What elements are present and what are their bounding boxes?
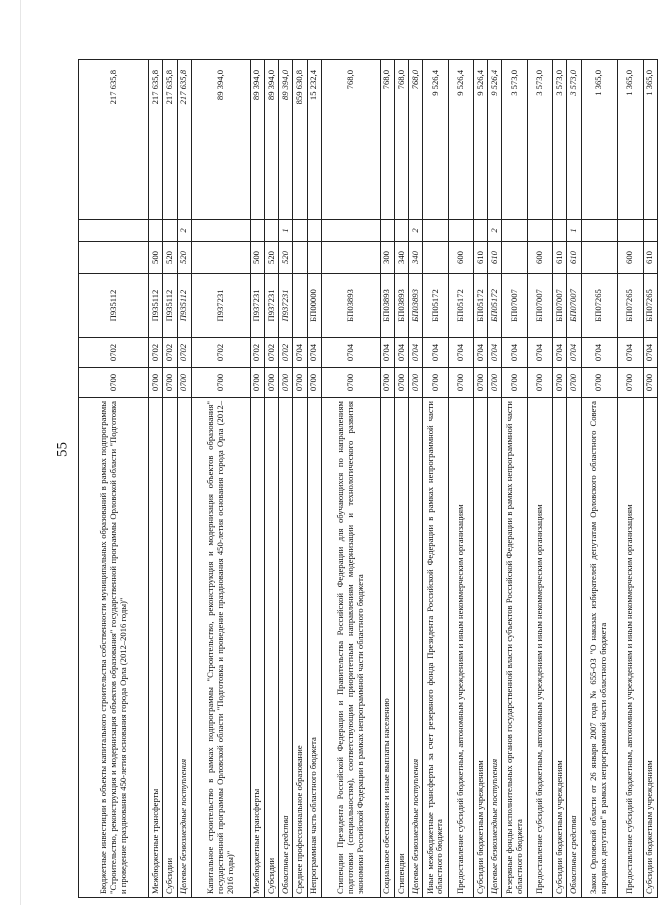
row-name: Областные средства: [567, 398, 581, 898]
amount: 217 635,8: [163, 60, 177, 220]
subsection-code: 0704: [307, 338, 321, 368]
subsection-code: 0704: [394, 338, 408, 368]
expense-type-code: 610: [643, 242, 657, 274]
subsection-code: 0702: [191, 338, 250, 368]
subsection-code: 0704: [581, 338, 618, 368]
subsection-code: 0702: [79, 338, 149, 368]
source-code: [474, 220, 488, 242]
section-code: 0700: [321, 368, 380, 398]
amount: 89 394,0: [191, 60, 250, 220]
source-code: 2: [177, 220, 191, 242]
section-code: 0700: [618, 368, 643, 398]
target-article-code: БП05172: [448, 274, 473, 338]
table-row: [502, 60, 527, 898]
amount: 1 365,0: [581, 60, 618, 220]
table-row: [488, 60, 502, 898]
scan-edge: [20, 0, 21, 905]
subsection-code: 0704: [380, 338, 394, 368]
table-row: [79, 60, 149, 898]
source-code: [618, 220, 643, 242]
expense-type-code: [502, 242, 527, 274]
section-code: 0700: [567, 368, 581, 398]
expense-type-code: [191, 242, 250, 274]
row-name: Целевые безвозмездные поступления: [488, 398, 502, 898]
subsection-code: 0702: [149, 338, 163, 368]
section-code: 0700: [409, 368, 423, 398]
section-code: 0700: [423, 368, 448, 398]
subsection-code: 0704: [567, 338, 581, 368]
subsection-code: 0704: [488, 338, 502, 368]
target-article-code: БП05172: [488, 274, 502, 338]
amount: 9 526,4: [474, 60, 488, 220]
table-row: [307, 60, 321, 898]
section-code: 0700: [448, 368, 473, 398]
target-article-code: БП00000: [307, 274, 321, 338]
table-row: [409, 60, 423, 898]
source-code: 1: [279, 220, 293, 242]
amount: 217 635,8: [149, 60, 163, 220]
row-name: Предоставление субсидий бюджетным, автономным учреждениям и иным некоммерческим организациям: [527, 398, 552, 898]
section-code: 0700: [279, 368, 293, 398]
section-code: 0700: [553, 368, 567, 398]
subsection-code: 0702: [163, 338, 177, 368]
section-code: 0700: [293, 368, 307, 398]
section-code: 0700: [79, 368, 149, 398]
subsection-code: 0702: [250, 338, 264, 368]
amount: 9 526,4: [488, 60, 502, 220]
target-article-code: [293, 274, 307, 338]
target-article-code: БП07265: [618, 274, 643, 338]
row-name: Субсидии бюджетным учреждениям: [553, 398, 567, 898]
expense-type-code: 520: [264, 242, 278, 274]
table-row: [279, 60, 293, 898]
subsection-code: 0704: [527, 338, 552, 368]
section-code: 0700: [474, 368, 488, 398]
target-article-code: БП07265: [643, 274, 657, 338]
row-name: Иные межбюджетные трансферты за счет резервного фонда Президента Российской Федерации в рамках непрограммной части областного бюджета: [423, 398, 448, 898]
target-article-code: БП03893: [321, 274, 380, 338]
row-name: Резервные фонды исполнительных органов государственной власти субъектов Российской Федерации в рамках непрограммной части областного бюджета: [502, 398, 527, 898]
source-code: [250, 220, 264, 242]
section-code: 0700: [250, 368, 264, 398]
section-code: 0700: [380, 368, 394, 398]
source-code: [321, 220, 380, 242]
table-row: [177, 60, 191, 898]
source-code: [423, 220, 448, 242]
rotated-table-area: [78, 60, 655, 898]
table-row: [643, 60, 657, 898]
table-row: [448, 60, 473, 898]
table-row: [474, 60, 488, 898]
table-row: [163, 60, 177, 898]
target-article-code: П937231: [250, 274, 264, 338]
row-name: Предоставление субсидий бюджетным, автономным учреждениям и иным некоммерческим организациям: [448, 398, 473, 898]
expense-type-code: 520: [177, 242, 191, 274]
page-number: 55: [54, 442, 71, 457]
target-article-code: БП07007: [527, 274, 552, 338]
table-row: [567, 60, 581, 898]
expense-type-code: 300: [380, 242, 394, 274]
amount: 89 394,0: [264, 60, 278, 220]
source-code: [394, 220, 408, 242]
table-row: [149, 60, 163, 898]
source-code: 2: [488, 220, 502, 242]
section-code: 0700: [264, 368, 278, 398]
target-article-code: БП03893: [380, 274, 394, 338]
source-code: [149, 220, 163, 242]
target-article-code: БП07265: [581, 274, 618, 338]
source-code: [79, 220, 149, 242]
amount: 1 365,0: [618, 60, 643, 220]
source-code: [527, 220, 552, 242]
target-article-code: БП03893: [409, 274, 423, 338]
expense-type-code: 600: [527, 242, 552, 274]
row-name: Субсидии: [163, 398, 177, 898]
section-code: 0700: [163, 368, 177, 398]
target-article-code: П935112: [177, 274, 191, 338]
amount: 859 630,8: [293, 60, 307, 220]
table-row: [250, 60, 264, 898]
row-name: Областные средства: [279, 398, 293, 898]
expense-type-code: [307, 242, 321, 274]
source-code: 1: [567, 220, 581, 242]
amount: 3 573,0: [553, 60, 567, 220]
section-code: 0700: [149, 368, 163, 398]
source-code: [643, 220, 657, 242]
budget-table: [78, 59, 658, 898]
rotated-table-inner: [78, 60, 655, 898]
table-row: [191, 60, 250, 898]
amount: 9 526,4: [448, 60, 473, 220]
section-code: 0700: [502, 368, 527, 398]
amount: 3 573,0: [502, 60, 527, 220]
amount: 15 232,4: [307, 60, 321, 220]
amount: 9 526,4: [423, 60, 448, 220]
target-article-code: БП07007: [567, 274, 581, 338]
target-article-code: БП07007: [553, 274, 567, 338]
expense-type-code: [423, 242, 448, 274]
target-article-code: БП05172: [423, 274, 448, 338]
target-article-code: П935112: [163, 274, 177, 338]
expense-type-code: [581, 242, 618, 274]
row-name: Бюджетные инвестиции в объекты капитального строительства собственности муниципальных образований в рамках подпрограммы "Строительство, реконструкция и модернизация объектов образования" государственной программы Орловской области "Подготовка и проведение празднования 450-летия основания города Орла (2012–2016 годы)": [79, 398, 149, 898]
row-name: Целевые безвозмездные поступления: [177, 398, 191, 898]
row-name: Стипендии: [394, 398, 408, 898]
amount: 3 573,0: [527, 60, 552, 220]
expense-type-code: 600: [448, 242, 473, 274]
subsection-code: 0702: [279, 338, 293, 368]
subsection-code: 0704: [448, 338, 473, 368]
expense-type-code: [293, 242, 307, 274]
subsection-code: 0704: [474, 338, 488, 368]
table-row: [394, 60, 408, 898]
expense-type-code: 610: [567, 242, 581, 274]
amount: 217 635,8: [79, 60, 149, 220]
subsection-code: 0704: [643, 338, 657, 368]
source-code: [293, 220, 307, 242]
table-row: [618, 60, 643, 898]
table-row: [423, 60, 448, 898]
subsection-code: 0704: [293, 338, 307, 368]
amount: 1 365,0: [643, 60, 657, 220]
source-code: [553, 220, 567, 242]
table-body: [79, 60, 658, 898]
target-article-code: БП03893: [394, 274, 408, 338]
source-code: [502, 220, 527, 242]
source-code: 2: [409, 220, 423, 242]
row-name: Субсидии: [264, 398, 278, 898]
section-code: 0700: [307, 368, 321, 398]
amount: 89 394,0: [250, 60, 264, 220]
row-name: Межбюджетные трансферты: [149, 398, 163, 898]
section-code: 0700: [177, 368, 191, 398]
source-code: [307, 220, 321, 242]
amount: 768,0: [409, 60, 423, 220]
target-article-code: П935112: [79, 274, 149, 338]
table-row: [527, 60, 552, 898]
subsection-code: 0704: [502, 338, 527, 368]
expense-type-code: 340: [394, 242, 408, 274]
subsection-code: 0702: [177, 338, 191, 368]
subsection-code: 0702: [264, 338, 278, 368]
table-row: [553, 60, 567, 898]
target-article-code: П937231: [279, 274, 293, 338]
source-code: [448, 220, 473, 242]
expense-type-code: 610: [474, 242, 488, 274]
row-name: Социальное обеспечение и иные выплаты населению: [380, 398, 394, 898]
table-row: [264, 60, 278, 898]
row-name: Субсидии бюджетным учреждениям: [474, 398, 488, 898]
target-article-code: П937231: [191, 274, 250, 338]
section-code: 0700: [191, 368, 250, 398]
amount: 768,0: [394, 60, 408, 220]
expense-type-code: 520: [279, 242, 293, 274]
target-article-code: БП05172: [474, 274, 488, 338]
section-code: 0700: [643, 368, 657, 398]
amount: 89 394,0: [279, 60, 293, 220]
expense-type-code: 520: [163, 242, 177, 274]
source-code: [581, 220, 618, 242]
row-name: Межбюджетные трансферты: [250, 398, 264, 898]
section-code: 0700: [527, 368, 552, 398]
amount: 217 635,8: [177, 60, 191, 220]
expense-type-code: 500: [149, 242, 163, 274]
target-article-code: БП07007: [502, 274, 527, 338]
expense-type-code: [79, 242, 149, 274]
amount: 3 573,0: [567, 60, 581, 220]
row-name: Капитальное строительство в рамках подпрограммы "Строительство, реконструкция и модернизация объектов образования" государственной программы Орловской области "Подготовка и проведение празднования 450-летия основания города Орла (2012–2016 годы)": [191, 398, 250, 898]
target-article-code: П937231: [264, 274, 278, 338]
amount: 768,0: [380, 60, 394, 220]
amount: 768,0: [321, 60, 380, 220]
table-row: [581, 60, 618, 898]
section-code: 0700: [488, 368, 502, 398]
subsection-code: 0704: [423, 338, 448, 368]
source-code: [163, 220, 177, 242]
row-name: Стипендии Президента Российской Федерации и Правительства Российской Федерации для обучающихся по направлениям подготовки (специальностям), соответствующим приоритетным направлениям модернизации и технологического развития экономики Российской Федерации в рамках непрограммной части областного бюджета: [321, 398, 380, 898]
table-row: [321, 60, 380, 898]
subsection-code: 0704: [321, 338, 380, 368]
row-name: Целевые безвозмездные поступления: [409, 398, 423, 898]
subsection-code: 0704: [618, 338, 643, 368]
target-article-code: П935112: [149, 274, 163, 338]
subsection-code: 0704: [553, 338, 567, 368]
expense-type-code: 340: [409, 242, 423, 274]
expense-type-code: 610: [488, 242, 502, 274]
expense-type-code: 600: [618, 242, 643, 274]
source-code: [191, 220, 250, 242]
expense-type-code: 610: [553, 242, 567, 274]
expense-type-code: 500: [250, 242, 264, 274]
row-name: Субсидии бюджетным учреждениям: [643, 398, 657, 898]
expense-type-code: [321, 242, 380, 274]
table-row: [380, 60, 394, 898]
source-code: [264, 220, 278, 242]
section-code: 0700: [394, 368, 408, 398]
row-name: Среднее профессиональное образование: [293, 398, 307, 898]
row-name: Непрограммная часть областного бюджета: [307, 398, 321, 898]
row-name: Закон Орловской области от 26 января 2007 года № 655-ОЗ "О наказах избирателей депутатам Орловского областного Совета народных депутатов" в рамках непрограммной части областного бюджета: [581, 398, 618, 898]
table-row: [293, 60, 307, 898]
section-code: 0700: [581, 368, 618, 398]
source-code: [380, 220, 394, 242]
subsection-code: 0704: [409, 338, 423, 368]
row-name: Предоставление субсидий бюджетным, автономным учреждениям и иным некоммерческим организациям: [618, 398, 643, 898]
